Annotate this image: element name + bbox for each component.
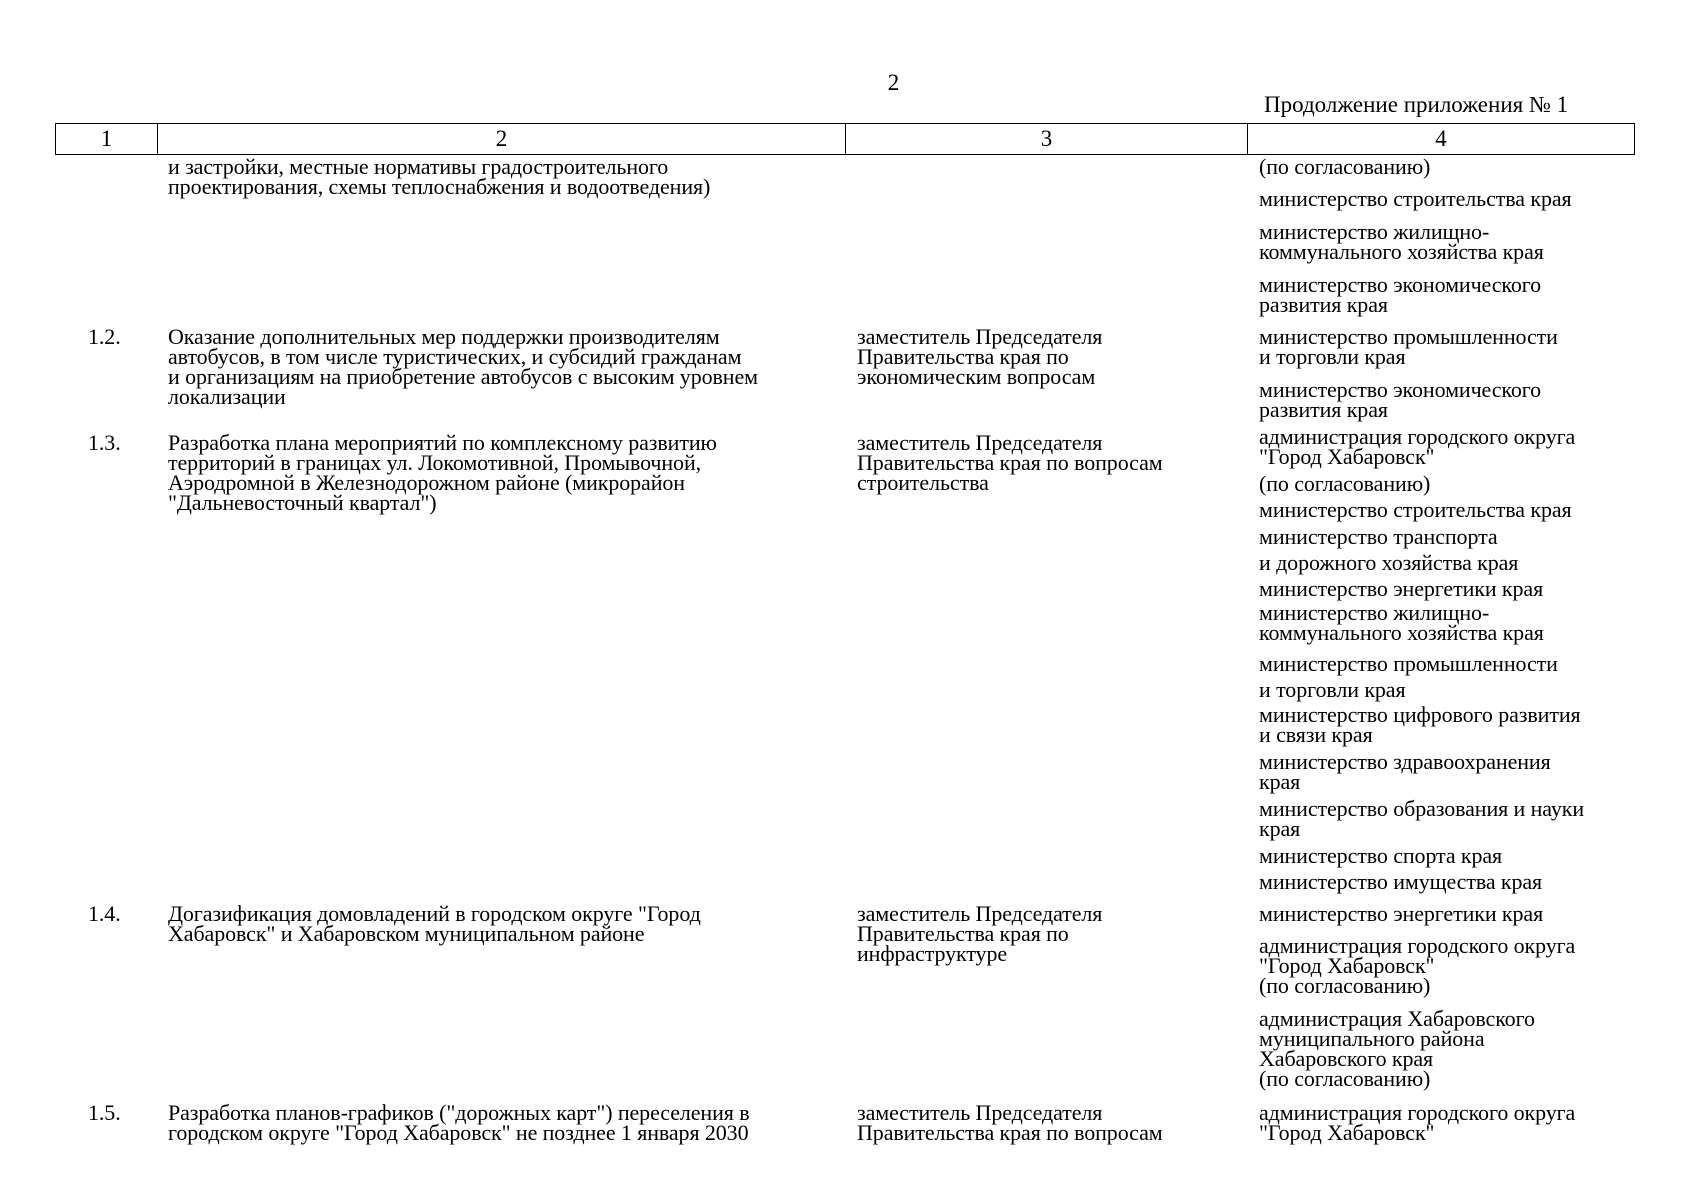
row-number: 1.4.	[88, 901, 121, 926]
row-executor: министерство энергетики края	[1259, 576, 1544, 601]
row-executor: министерство строительства края	[1259, 497, 1572, 522]
column-header-1: 1	[56, 124, 158, 154]
row-executor: министерство промышленности	[1259, 651, 1558, 676]
row-executor: министерство цифрового развития и связи края	[1259, 702, 1581, 747]
row-executor: министерство экономического развития края	[1259, 377, 1542, 422]
row-executor: администрация городского округа "Город Хабаровск"	[1259, 424, 1576, 469]
page-number: 2	[887, 70, 900, 95]
column-header-3: 3	[846, 124, 1248, 154]
row-responsible: заместитель Председателя Правительства края по вопросам строительства	[857, 430, 1163, 495]
row-number: 1.2.	[88, 324, 121, 349]
carryover-executor: министерство экономического развития края	[1259, 272, 1542, 317]
row-executor: министерство здравоохранения края	[1259, 749, 1551, 794]
row-executor: администрация городского округа "Город Хабаровск" (по согласованию)	[1259, 933, 1576, 998]
row-responsible: заместитель Председателя Правительства края по экономическим вопросам	[857, 324, 1103, 389]
row-executor: министерство жилищно- коммунального хозяйства края	[1259, 600, 1544, 645]
row-description: Разработка плана мероприятий по комплексному развитию территорий в границах ул. Локомотивной, Промывочной, Аэродромной в Железнодорожном районе (микрорайон "Дальневосточный квартал")	[168, 430, 717, 515]
carryover-executor: министерство строительства края	[1259, 186, 1572, 211]
row-responsible: заместитель Председателя Правительства края по вопросам	[857, 1100, 1163, 1145]
row-executor: и торговли края	[1259, 677, 1406, 702]
row-executor: министерство спорта края	[1259, 843, 1503, 868]
row-executor: министерство имущества края	[1259, 869, 1543, 894]
column-header-2: 2	[158, 124, 846, 154]
row-executor: администрация городского округа "Город Хабаровск"	[1259, 1100, 1576, 1145]
row-description: Разработка планов-графиков ("дорожных карт") переселения в городском округе "Город Хабаровск" не позднее 1 января 2030	[168, 1100, 750, 1145]
row-executor: министерство энергетики края	[1259, 901, 1544, 926]
row-executor: министерство образования и науки края	[1259, 796, 1585, 841]
row-executor: министерство транспорта	[1259, 524, 1498, 549]
column-header-4: 4	[1435, 126, 1447, 151]
row-executor: министерство промышленности и торговли края	[1259, 324, 1558, 369]
row-number: 1.5.	[88, 1100, 121, 1125]
row-description: Оказание дополнительных мер поддержки производителям автобусов, в том числе туристических, и субсидий гражданам и организациям на приобретение автобусов с высоким уровнем локализации	[168, 324, 758, 409]
row-executor: (по согласованию)	[1259, 471, 1431, 496]
continuation-caption: Продолжение приложения № 1	[1264, 92, 1569, 117]
row-executor: администрация Хабаровского муниципального района Хабаровского края (по согласованию)	[1259, 1006, 1535, 1091]
row-description: Догазификация домовладений в городском округе "Город Хабаровск" и Хабаровском муниципальном районе	[168, 901, 701, 946]
row-responsible: заместитель Председателя Правительства края по инфраструктуре	[857, 901, 1103, 966]
carryover-executor: министерство жилищно- коммунального хозяйства края	[1259, 219, 1544, 264]
table-header	[55, 123, 1635, 155]
row-number: 1.3.	[88, 430, 121, 455]
carryover-description: и застройки, местные нормативы градостроительного проектирования, схемы теплоснабжения и водоотведения)	[168, 154, 711, 199]
carryover-executor: (по согласованию)	[1259, 154, 1431, 179]
row-executor: и дорожного хозяйства края	[1259, 550, 1519, 575]
